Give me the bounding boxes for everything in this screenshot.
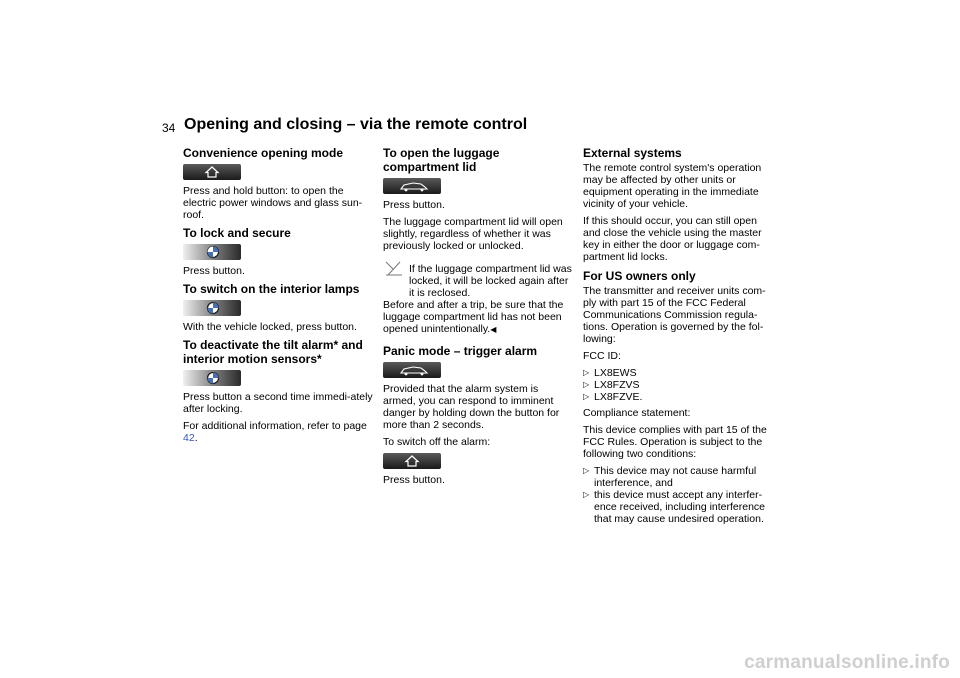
conditions-list xyxy=(583,465,773,525)
paragraph: FCC ID: xyxy=(583,350,621,362)
text: . xyxy=(194,432,198,444)
paragraph: The transmitter and receiver units com-ply with part 15 of the FCC Federal Communications Commission regula-tions. Operation is governed by the fol-lowing: xyxy=(583,285,766,345)
paragraph: Press button a second time immedi-ately after locking. xyxy=(183,391,373,415)
section-title-external-systems: External systems xyxy=(583,146,682,160)
note-icon xyxy=(384,259,404,277)
section-title-panic-mode: Panic mode – trigger alarm xyxy=(383,344,538,358)
list-item: ▷ LX8FZVS xyxy=(583,379,773,391)
paragraph: Provided that the alarm system is armed, you can respond to imminent danger by holding down the button for more than 2 seconds. xyxy=(383,383,560,431)
paragraph: The remote control system's operation may be affected by other units or equipment operating in the immediate vicinity of your vehicle. xyxy=(583,162,762,210)
list-item: ▷ LX8EWS xyxy=(583,367,773,379)
text: For additional information, refer to page xyxy=(183,420,367,432)
bmw-roundel-icon xyxy=(183,370,241,386)
paragraph: This device complies with part 15 of the FCC Rules. Operation is subject to the following two conditions: xyxy=(583,424,767,460)
section-title-luggage: To open the luggage compartment lid xyxy=(383,146,500,174)
paragraph xyxy=(383,257,573,299)
house-arrow-icon xyxy=(183,164,241,180)
section-title-interior-lamps: To switch on the interior lamps xyxy=(183,282,360,296)
paragraph: Press button. xyxy=(383,199,445,211)
bmw-roundel-icon xyxy=(183,300,241,316)
paragraph: The luggage compartment lid will open slightly, regardless of whether it was previously locked or unlocked. xyxy=(383,216,563,252)
paragraph xyxy=(183,420,373,444)
paragraph: Press and hold button: to open the electric power windows and glass sun-roof. xyxy=(183,185,363,221)
paragraph xyxy=(383,299,573,336)
fcc-id-list xyxy=(583,367,773,403)
watermark: carmanualsonline.info xyxy=(744,652,950,673)
list-item: ▷ This device may not cause harmful interference, and xyxy=(583,465,773,489)
section-title-us-owners: For US owners only xyxy=(583,269,696,283)
house-arrow-icon xyxy=(383,453,441,469)
car-trunk-icon xyxy=(383,362,441,378)
paragraph: With the vehicle locked, press button. xyxy=(183,321,357,333)
paragraph: Press button. xyxy=(183,265,245,277)
car-trunk-icon xyxy=(383,178,441,194)
note-text: If the luggage compartment lid was locked, it will be locked again after it is reclosed. xyxy=(409,263,572,299)
note-text: Before and after a trip, be sure that the luggage compartment lid has not been opened unintentionally. xyxy=(383,299,564,335)
paragraph: To switch off the alarm: xyxy=(383,436,491,448)
column-1 xyxy=(183,146,373,449)
bmw-roundel-icon xyxy=(183,244,241,260)
section-title-tilt-alarm: To deactivate the tilt alarm* and interior motion sensors* xyxy=(183,338,363,366)
paragraph: If this should occur, you can still open and close the vehicle using the master key in either the door or luggage com-partment lid locks. xyxy=(583,215,762,263)
column-2 xyxy=(383,146,573,491)
page-number: 34 xyxy=(162,121,176,135)
paragraph: Press button. xyxy=(383,474,445,486)
page-link[interactable]: 42 xyxy=(183,432,195,444)
page-title: Opening and closing – via the remote control xyxy=(184,116,528,133)
list-item: ▷ LX8FZVE. xyxy=(583,391,773,403)
end-mark-icon: ◀ xyxy=(490,325,497,334)
paragraph: Compliance statement: xyxy=(583,407,691,419)
column-3 xyxy=(583,146,773,529)
section-title-convenience-opening: Convenience opening mode xyxy=(183,146,344,160)
note-block xyxy=(383,257,573,336)
list-item: ▷ this device must accept any interfer-ence received, including interference that may cause undesired operation. xyxy=(583,489,773,525)
section-title-lock-secure: To lock and secure xyxy=(183,226,291,240)
